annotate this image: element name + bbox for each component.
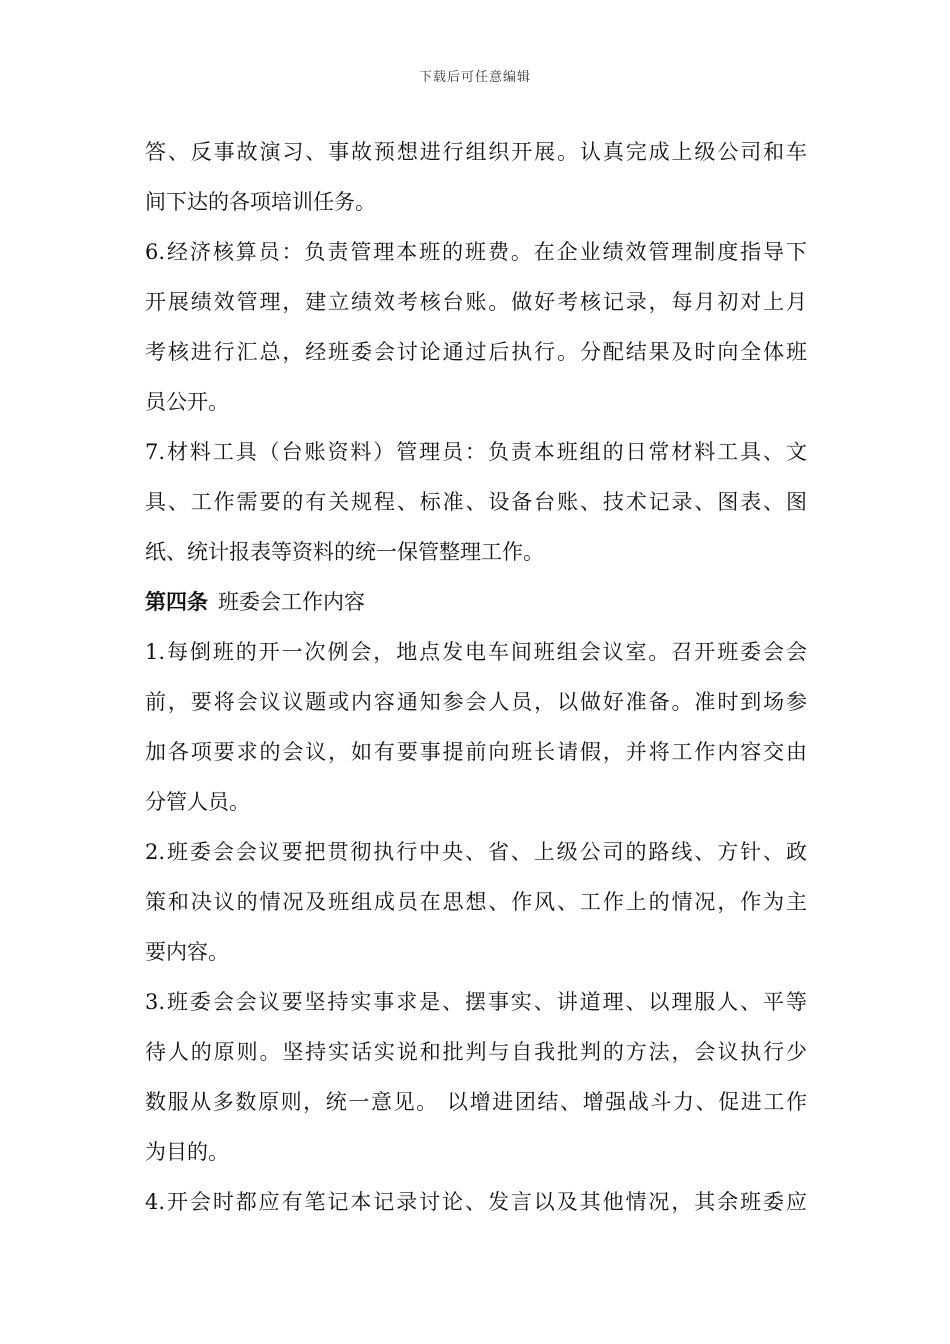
text-line: 4.开会时都应有笔记本记录讨论、发言以及其他情况，其余班委应 <box>145 1190 807 1214</box>
text-line: 待人的原则。坚持实话实说和批判与自我批判的方法，会议执行少 <box>145 1040 807 1064</box>
text-line: 前，要将会议议题或内容通知参会人员，以做好准备。准时到场参 <box>145 690 807 714</box>
header-note: 下载后可任意编辑 <box>418 70 531 85</box>
text-line: 答、反事故演习、事故预想进行组织开展。认真完成上级公司和车 <box>145 140 807 164</box>
text-line: 7.材料工具（台账资料）管理员：负责本班组的日常材料工具、文 <box>145 440 807 464</box>
text-line: 加各项要求的会议，如有要事提前向班长请假，并将工作内容交由 <box>145 740 807 764</box>
text-line: 考核进行汇总，经班委会讨论通过后执行。分配结果及时向全体班 <box>145 340 807 364</box>
text-line: 数服从多数原则，统一意见。 以增进团结、增强战斗力、促进工作 <box>145 1090 807 1114</box>
text-line: 6.经济核算员：负责管理本班的班费。在企业绩效管理制度指导下 <box>145 240 807 264</box>
text-block-meetings <box>145 627 807 1227</box>
text-block-roles <box>145 127 807 577</box>
section-heading <box>145 577 807 627</box>
text-line: 2.班委会会议要把贯彻执行中央、省、上级公司的路线、方针、政 <box>145 840 807 864</box>
text-line: 策和决议的情况及班组成员在思想、作风、工作上的情况，作为主 <box>145 890 807 914</box>
section-title: 班委会工作内容 <box>218 590 365 614</box>
text-line: 员公开。 <box>145 390 229 414</box>
text-line: 间下达的各项培训任务。 <box>145 190 376 214</box>
document-body <box>145 127 807 1227</box>
text-line: 开展绩效管理，建立绩效考核台账。做好考核记录，每月初对上月 <box>145 290 807 314</box>
text-line: 3.班委会会议要坚持实事求是、摆事实、讲道理、以理服人、平等 <box>145 990 807 1014</box>
text-line: 为目的。 <box>145 1140 229 1164</box>
section-number: 第四条 <box>145 589 208 614</box>
text-line: 1.每倒班的开一次例会，地点发电车间班组会议室。召开班委会会 <box>145 640 807 664</box>
text-line: 纸、统计报表等资料的统一保管整理工作。 <box>145 540 544 564</box>
text-line: 要内容。 <box>145 940 229 964</box>
text-line: 具、工作需要的有关规程、标准、设备台账、技术记录、图表、图 <box>145 490 807 514</box>
text-line: 分管人员。 <box>145 790 250 814</box>
